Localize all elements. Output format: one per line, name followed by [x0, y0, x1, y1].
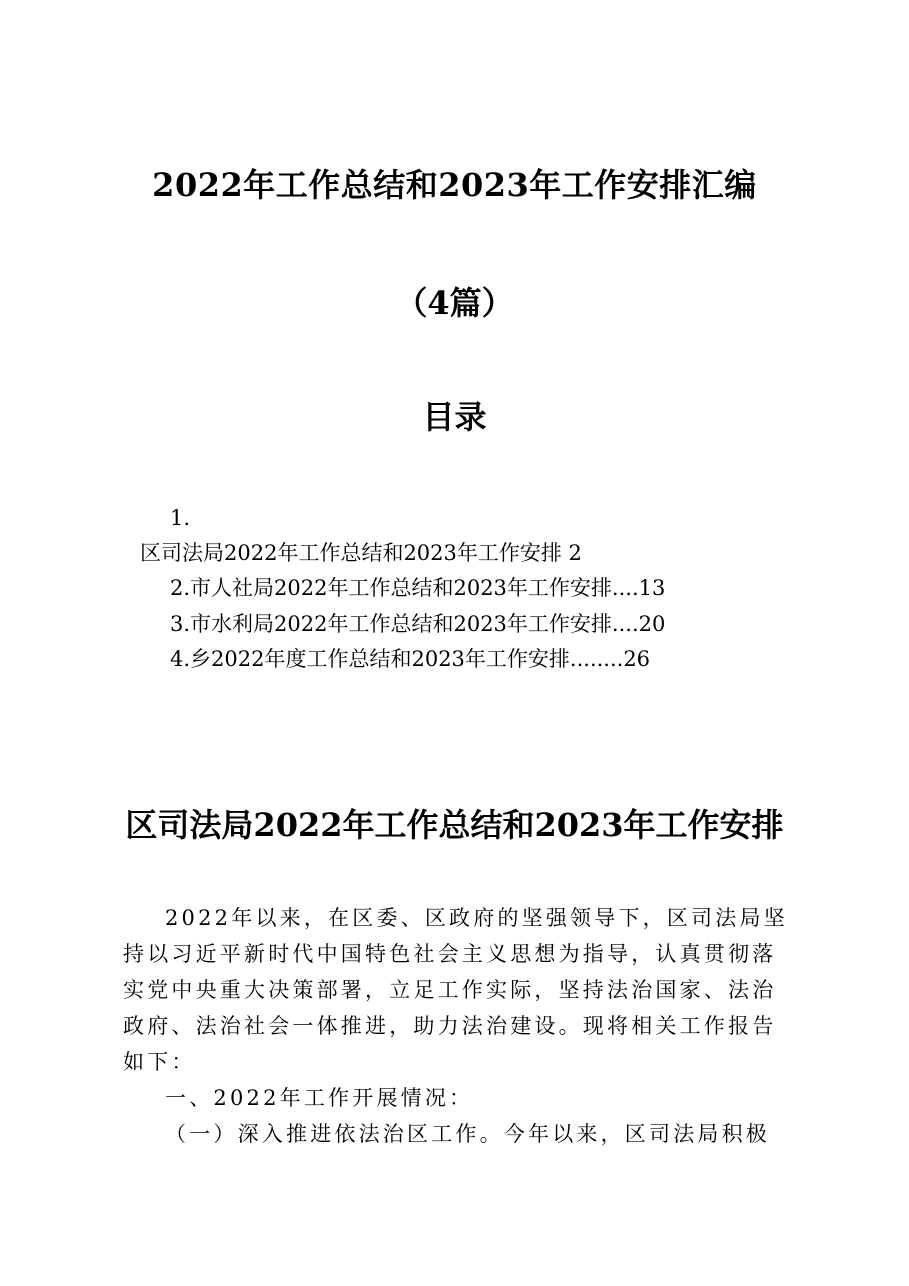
- heading-level-2: （一）深入推进依法治区工作。今年以来，区司法局积极: [165, 1122, 770, 1146]
- toc-title: 目录: [422, 398, 487, 436]
- toc-entry-3[interactable]: 3.市水利局2022年工作总结和2023年工作安排....20: [170, 612, 666, 636]
- main-title: 2022年工作总结和2023年工作安排汇编: [152, 166, 757, 204]
- body-paragraph: 2022年以来，在区委、区政府的坚强领导下，区司法局坚持以习近平新时代中国特色社会主义思想为指导，认真贯彻落实党中央重大决策部署，立足工作实际，坚持法治国家、法治政府、法治社会一体推进，助力法治建设。现将相关工作报告如下：: [123, 906, 788, 1074]
- body-text: [123, 900, 799, 1152]
- toc-entry-1-number[interactable]: 1.: [170, 506, 191, 530]
- heading-level-1: 一、2022年工作开展情况：: [165, 1086, 474, 1110]
- toc-entry-1[interactable]: 区司法局2022年工作总结和2023年工作安排 2: [140, 541, 582, 565]
- section-title: 区司法局2022年工作总结和2023年工作安排: [125, 806, 784, 844]
- sub-title: （4篇）: [395, 284, 514, 322]
- toc-entry-2[interactable]: 2.市人社局2022年工作总结和2023年工作安排....13: [170, 576, 666, 600]
- toc-entry-4[interactable]: 4.乡2022年度工作总结和2023年工作安排........26: [170, 647, 651, 671]
